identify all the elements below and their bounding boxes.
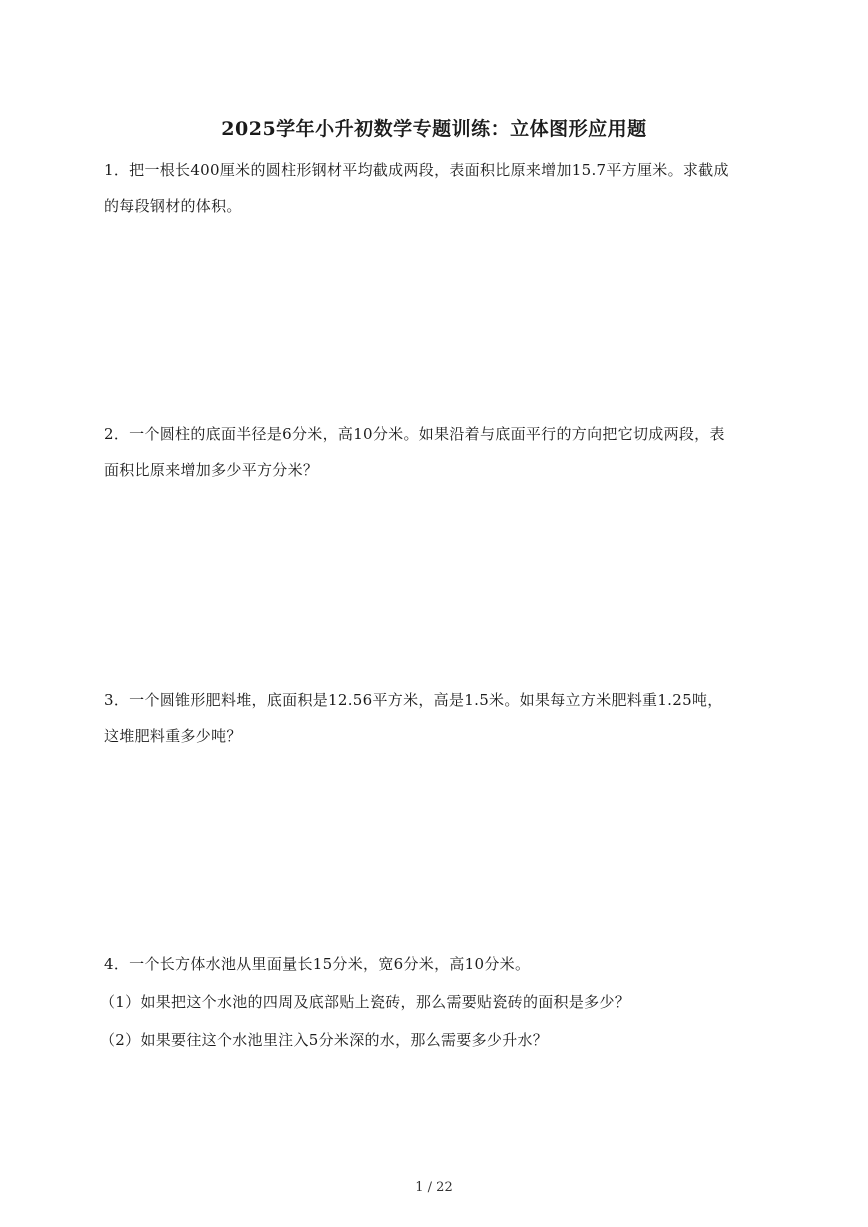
question-2-line-1: 2．一个圆柱的底面半径是6分米，高10分米。如果沿着与底面平行的方向把它切成两段，表 bbox=[104, 425, 725, 443]
question-4-subpart-2: （2）如果要往这个水池里注入5分米深的水，那么需要多少升水？ bbox=[100, 1031, 549, 1049]
page-number: 1 / 22 bbox=[415, 1180, 453, 1195]
question-1-line-2: 的每段钢材的体积。 bbox=[104, 197, 242, 215]
question-4-line-1: 4．一个长方体水池从里面量长15分米，宽6分米，高10分米。 bbox=[104, 955, 531, 973]
question-1 bbox=[104, 152, 764, 224]
question-4-subpart-1: （1）如果把这个水池的四周及底部贴上瓷砖，那么需要贴瓷砖的面积是多少？ bbox=[100, 993, 631, 1011]
question-4 bbox=[104, 946, 764, 982]
question-2-line-2: 面积比原来增加多少平方分米？ bbox=[104, 461, 319, 479]
question-3-line-2: 这堆肥料重多少吨？ bbox=[104, 727, 242, 745]
question-2 bbox=[104, 416, 764, 488]
question-3 bbox=[104, 682, 764, 754]
question-1-line-1: 1．把一根长400厘米的圆柱形钢材平均截成两段，表面积比原来增加15.7平方厘米。求截成 bbox=[104, 161, 729, 179]
question-3-line-1: 3．一个圆锥形肥料堆，底面积是12.56平方米，高是1.5米。如果每立方米肥料重1.25吨， bbox=[104, 691, 723, 709]
document-title: 2025学年小升初数学专题训练：立体图形应用题 bbox=[221, 118, 647, 140]
